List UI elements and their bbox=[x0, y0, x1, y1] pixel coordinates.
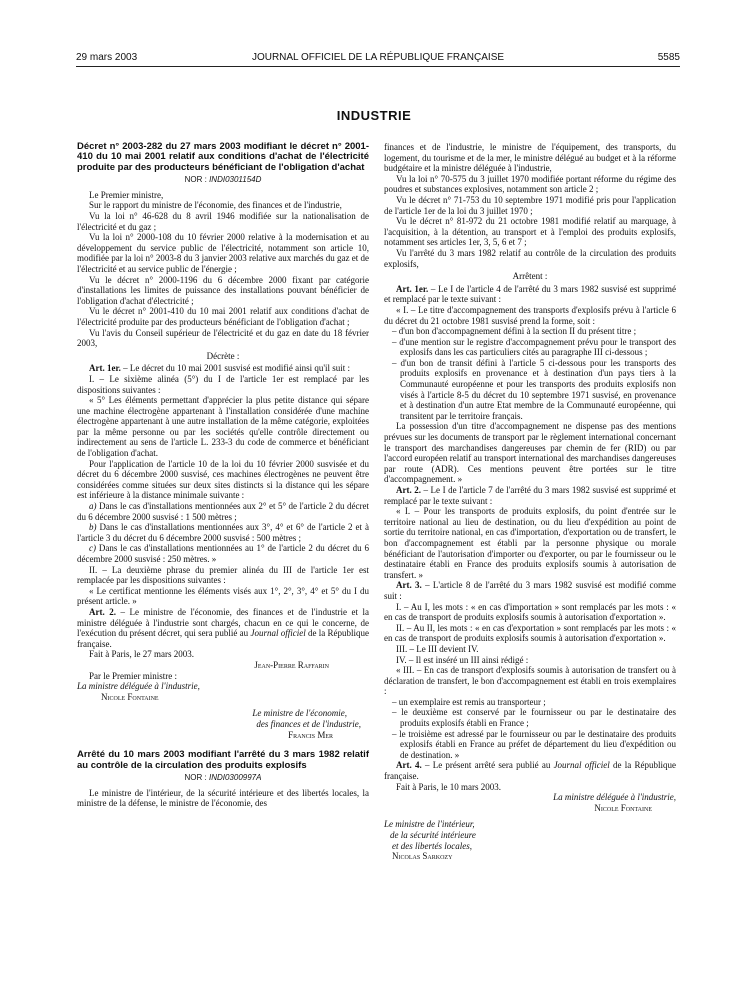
decret-art1: Art. 1er. – Le décret du 10 mai 2001 susvisé est modifié ainsi qu'il suit : bbox=[89, 363, 350, 374]
arrete-art2-label: Art. 2. bbox=[396, 485, 422, 495]
arrete-arretent: Arrêtent : bbox=[512, 271, 548, 282]
decret-art1-i: I. – Le sixième alinéa (5°) du I de l'article 1er est remplacé par les dispositions suivantes : bbox=[77, 373, 369, 395]
decret-signer-mer: Francis Mer bbox=[288, 729, 333, 740]
decret-nor: NOR : INDI0301154D bbox=[184, 175, 262, 185]
arrete-ministre-int-2: de la sécurité intérieure bbox=[390, 830, 476, 840]
list-item: – d'un bon d'accompagnement défini à la section II du présent titre ; bbox=[392, 326, 637, 337]
decret-par-pm: Par le Premier ministre : bbox=[89, 670, 177, 681]
decret-art1-pour: Pour l'application de l'article 10 de la loi du 10 février 2000 susvisée et du décret du 6 décembre 2000 susvisé, ces machines électrogènes ne peuvent être considérées comme situées sur deux sites distincts si la distance qui les sépare est inférieure à la distance minimale suivante : bbox=[77, 458, 369, 501]
arrete-art1-quote: « I. – Le titre d'accompagnement des transports d'explosifs prévu à l'article 6 du décret du 21 octobre 1981 susvisé prend la forme, soit : bbox=[384, 304, 676, 326]
list-item: – d'un bon de transit défini à l'article 5 ci-dessous pour les transports des produits explosifs en provenance et à destination d'un pays tiers à la Communauté européenne et pour les transports des produits explosifs non visés à l'article 8-5 du décret du 10 septembre 1971 susvisé, en provenance et à destination d'un autre Etat membre de la Communauté européenne, qui transitent par le territoire français. bbox=[392, 357, 676, 421]
arrete-art3-i: I. – Au I, les mots : « en cas d'importation » sont remplacés par les mots : « en cas de transport de produits explosifs soumis à autorisation d'exportation ». bbox=[384, 601, 676, 623]
decret-decrete: Décrète : bbox=[206, 350, 240, 361]
decret-intro: Le Premier ministre, bbox=[89, 189, 164, 200]
decret-art1-quote: « 5° Les éléments permettant d'apprécier la plus petite distance qui sépare une machine électrogène appartenant à l'installation considérée d'une machine électrogène appartenant à une autre installation de la même catégorie, exploitées par la même personne ou par les sociétés qu'elle contrôle directement ou indirectement au sens de l'article L. 233-3 du code de commerce et bénéficiant de l'obligation d'achat. bbox=[77, 395, 369, 459]
decret-art1-a: a) Dans le cas d'installations mentionnées aux 2° et 5° de l'article 2 du décret du 6 décembre 2000 susvisé : 1 500 mètres ; bbox=[77, 501, 369, 522]
arrete-visa-2: Vu le décret n° 71-753 du 10 septembre 1971 modifié pris pour l'application de l'article 1er de la loi du 3 juillet 1970 ; bbox=[384, 194, 676, 216]
decret-visa-6: Vu l'avis du Conseil supérieur de l'électricité et du gaz en date du 18 février 2003, bbox=[77, 327, 369, 349]
arrete-art3-quote: « III. – En cas de transport d'explosifs soumis à autorisation de transfert ou à déclaration de transfert, le bon d'accompagnement est établi en trois exemplaires : bbox=[384, 665, 676, 697]
right-column bbox=[384, 142, 676, 862]
arrete-nor-code: INDI0300997A bbox=[208, 772, 262, 782]
decret-art2-label: Art. 2. bbox=[89, 606, 116, 617]
arrete-fait: Fait à Paris, le 10 mars 2003. bbox=[396, 781, 501, 792]
arrete-visa-1: Vu la loi n° 70-575 du 3 juillet 1970 modifiée portant réforme du régime des poudres et substances explosives, notamment son article 2 ; bbox=[384, 173, 676, 195]
list-item: – le deuxième est conservé par le fournisseur ou par le destinataire des produits explosifs établi en France ; bbox=[392, 707, 676, 729]
decret-art1-ii: II. – La deuxième phrase du premier alinéa du III de l'article 1er est remplacée par les dispositions suivantes : bbox=[77, 564, 369, 586]
arrete-visa-4: Vu l'arrêté du 3 mars 1982 relatif au contrôle de la circulation des produits explosifs, bbox=[384, 247, 676, 269]
arrete-intro-right: finances et de l'industrie, le ministre de l'équipement, des transports, du logement, du tourisme et de la mer, le ministre délégué au budget et à la réforme budgétaire et la ministre déléguée à l'industrie, bbox=[384, 142, 676, 174]
decret-nor-code: INDI0301154D bbox=[209, 175, 262, 185]
list-item: – d'une mention sur le registre d'accompagnement prévu pour le transport des explosifs dans les cas particuliers cités au paragraphe III ci-dessous ; bbox=[392, 336, 676, 358]
arrete-art3-iii: III. – Le III devient IV. bbox=[396, 643, 479, 654]
arrete-ministre-int-1: Le ministre de l'intérieur, bbox=[384, 819, 475, 830]
decret-signer-fontaine: Nicole Fontaine bbox=[101, 691, 159, 702]
decret-art2: Art. 2. – Le ministre de l'économie, des finances et de l'industrie et la ministre déléguée à l'industrie sont chargés, chacun en ce qui le concerne, de l'exécution du présent décret, qui sera publié au Journal officiel de la République française. bbox=[77, 606, 370, 649]
arrete-art3-iv: IV. – Il est inséré un III ainsi rédigé : bbox=[396, 654, 529, 665]
arrete-ministre-deleguee: La ministre déléguée à l'industrie, bbox=[553, 792, 676, 803]
header-journal-title: JOURNAL OFFICIEL DE LA RÉPUBLIQUE FRANÇAISE bbox=[251, 52, 505, 63]
list-item: – le troisième est adressé par le fournisseur ou par le destinataire des produits explosifs établi en France au préfet de département du lieu d'expédition ou de destination. » bbox=[392, 728, 676, 760]
page-header bbox=[76, 52, 680, 66]
arrete-art1-label: Art. 1er. bbox=[396, 283, 429, 294]
decret-art1-ii-quote: « Le certificat mentionne les éléments visés aux 1°, 2°, 3°, 4° et 5° du I du présent article. » bbox=[77, 585, 369, 607]
header-page-number: 5585 bbox=[657, 52, 680, 63]
decret-art1-b: b) Dans le cas d'installations mentionnées aux 3°, 4° et 6° de l'article 2 et à l'article 3 du décret du 6 décembre 2000 susvisé : 500 mètres ; bbox=[77, 522, 369, 543]
decret-title: Décret n° 2003-282 du 27 mars 2003 modifiant le décret n° 2001-410 du 10 mai 2001 relatif aux conditions d'achat de l'électricité produite par des producteurs bénéficiant de l'obligation d'achat bbox=[77, 141, 369, 173]
decret-art1-label: Art. 1er. bbox=[89, 363, 121, 374]
arrete-art4: Art. 4. – Le présent arrêté sera publié au Journal officiel de la République française. bbox=[384, 760, 676, 782]
decret-ministre-eco-2: des finances et de l'industrie, bbox=[256, 718, 361, 729]
decret-signer-pm: Jean-Pierre Raffarin bbox=[254, 659, 329, 670]
arrete-art4-label: Art. 4. bbox=[396, 760, 422, 771]
arrete-title: Arrêté du 10 mars 2003 modifiant l'arrêté du 3 mars 1982 relatif au contrôle de la circulation des produits explosifs bbox=[77, 749, 369, 771]
decret-visa-5: Vu le décret n° 2001-410 du 10 mai 2001 relatif aux conditions d'achat de l'électricité produite par des producteurs bénéficiant de l'obligation d'achat ; bbox=[77, 306, 369, 327]
decret-visa-2: Vu la loi n° 46-628 du 8 avril 1946 modifiée sur la nationalisation de l'électricité et du gaz ; bbox=[77, 211, 369, 232]
arrete-signer-fontaine: Nicole Fontaine bbox=[594, 802, 652, 813]
left-column bbox=[77, 142, 369, 809]
arrete-nor: NOR : INDI0300997A bbox=[184, 772, 262, 782]
decret-fait: Fait à Paris, le 27 mars 2003. bbox=[89, 649, 194, 660]
section-title: INDUSTRIE bbox=[336, 108, 412, 123]
arrete-art3-list bbox=[384, 697, 676, 761]
decret-ministre-deleguee: La ministre déléguée à l'industrie, bbox=[77, 681, 200, 692]
arrete-visa-3: Vu le décret n° 81-972 du 21 octobre 1981 modifié relatif au marquage, à l'acquisition, à la détention, au transport et à l'emploi des produits explosifs, notamment ses articles 1er, 3, 5, 6 et 7 ; bbox=[384, 216, 676, 248]
arrete-art2-quote: « I. – Pour les transports de produits explosifs, du point d'entrée sur le territoire national au lieu de destination, ou du lieu d'expédition au point de sortie du territoire national, en cas d'importation, d'exportation ou de transfert, le bon d'accompagnement est établi par la personne physique ou morale bénéficiant de l'autorisation d'importer ou d'exporter, ou par le fournisseur ou le destinataire établi en France des produits explosifs soumis à autorisation de transfert. » bbox=[384, 506, 676, 580]
arrete-art3-ii: II. – Au II, les mots : « en cas d'exportation » sont remplacés par les mots : « en cas de transport de produits explosifs soumis à autorisation d'exportation ». bbox=[384, 622, 676, 644]
arrete-art1: Art. 1er. – Le I de l'article 4 de l'arrêté du 3 mars 1982 susvisé est supprimé et remplacé par le texte suivant : bbox=[384, 283, 676, 305]
decret-visa-4: Vu le décret n° 2000-1196 du 6 décembre 2000 fixant par catégorie d'installations les limites de puissance des installations pouvant bénéficier de l'obligation d'achat d'électricité ; bbox=[77, 274, 369, 306]
arrete-signer-sarkozy: Nicolas Sarkozy bbox=[392, 851, 453, 862]
arrete-art1-possession: La possession d'un titre d'accompagnement ne dispense pas des mentions prévues sur les documents de transport par le règlement international concernant le transport des marchandises dangereuses par chemin de fer (RID) ou par l'accord européen relatif au transport international des marchandises dangereuses par route (ADR). Ces mentions peuvent être portées sur le titre d'accompagnement. » bbox=[384, 421, 676, 485]
arrete-art3-label: Art. 3. bbox=[396, 580, 422, 591]
header-rule bbox=[76, 66, 680, 67]
decret-visa-1: Sur le rapport du ministre de l'économie, des finances et de l'industrie, bbox=[89, 200, 342, 211]
arrete-art1-list bbox=[384, 326, 676, 421]
decret-visa-3: Vu la loi n° 2000-108 du 10 février 2000 relative à la modernisation et au développement du service public de l'électricité, notamment son article 10, modifiée par la loi n° 2003-8 du 3 janvier 2003 relative aux marchés du gaz et de l'électricité et au service public de l'énergie ; bbox=[77, 232, 369, 274]
arrete-ministre-int-3: et des libertés locales, bbox=[392, 840, 472, 851]
arrete-intro-left: Le ministre de l'intérieur, de la sécurité intérieure et des libertés locales, la ministre de la défense, le ministre de l'économie, des bbox=[77, 787, 369, 809]
arrete-art3: Art. 3. – L'article 8 de l'arrêté du 3 mars 1982 susvisé est modifié comme suit : bbox=[384, 580, 676, 601]
arrete-art2: Art. 2. – Le I de l'article 7 de l'arrêté du 3 mars 1982 susvisé est supprimé et remplacé par le texte suivant : bbox=[384, 485, 676, 506]
header-date: 29 mars 2003 bbox=[76, 52, 138, 63]
list-item: – un exemplaire est remis au transporteur ; bbox=[392, 696, 546, 707]
decret-art1-c: c) Dans le cas d'installations mentionnées au 1° de l'article 2 du décret du 6 décembre 2000 susvisé : 250 mètres. » bbox=[77, 543, 369, 564]
decret-ministre-eco-1: Le ministre de l'économie, bbox=[252, 708, 347, 719]
